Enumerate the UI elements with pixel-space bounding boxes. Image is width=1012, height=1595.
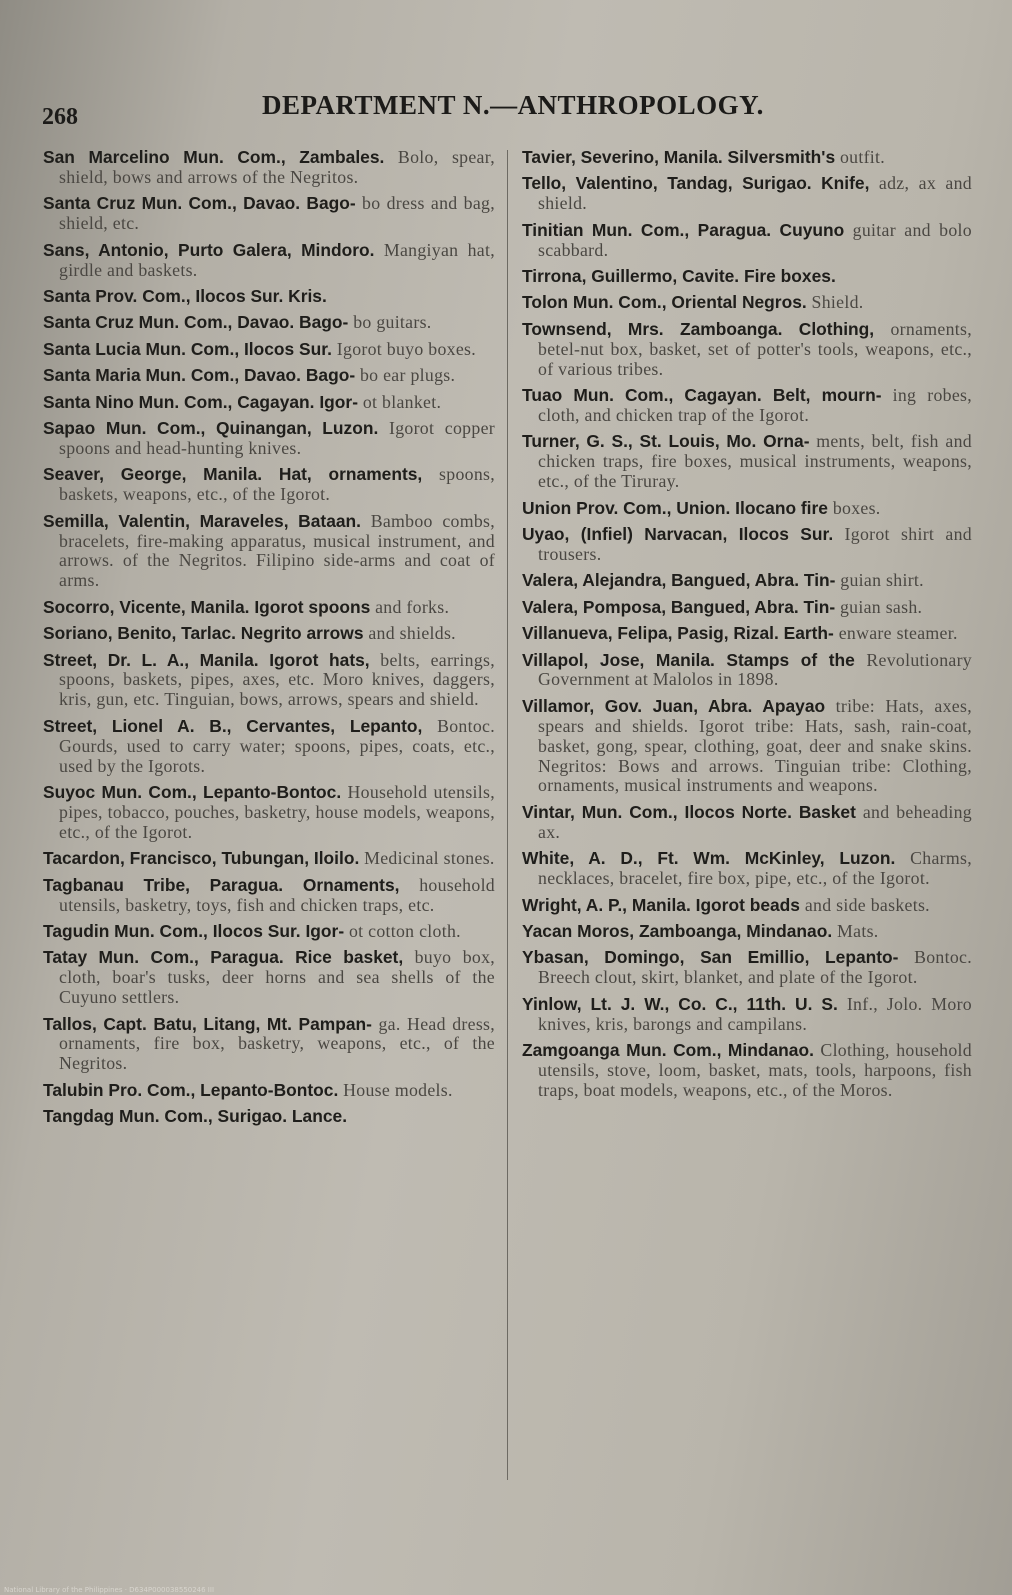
entry-description: belts, earrings, spoons, baskets, pipes, axes, etc. Moro knives, daggers, kris, gun, etc. Tinguian, bows, arrows, spears and shield. bbox=[59, 649, 495, 710]
list-item bbox=[43, 512, 495, 592]
entry-description: household utensils, basketry, toys, fish and chicken traps, etc. bbox=[59, 874, 495, 915]
entry-description: and shields. bbox=[368, 623, 456, 644]
entry-name: Union Prov. Com., Union. Ilocano fire bbox=[522, 497, 828, 518]
entry-name: Tuao Mun. Com., Cagayan. Belt, mourn- bbox=[522, 385, 882, 406]
list-item bbox=[43, 148, 495, 188]
list-item bbox=[43, 366, 495, 386]
entry-description: guian sash. bbox=[839, 596, 923, 617]
list-item bbox=[522, 571, 972, 591]
entry-description: Mats. bbox=[837, 920, 879, 941]
entry-description: Charms, necklaces, bracelet, fire box, pipe, etc., of the Igorot. bbox=[538, 848, 972, 889]
list-item bbox=[522, 499, 972, 519]
list-item bbox=[43, 313, 495, 333]
list-item bbox=[43, 340, 495, 360]
entry-name: Santa Maria Mun. Com., Davao. Bago- bbox=[43, 365, 356, 386]
entry-description: Inf., Jolo. Moro knives, kris, barongs and campilans. bbox=[538, 993, 972, 1034]
list-item bbox=[43, 194, 495, 234]
entry-description: Medicinal stones. bbox=[364, 848, 495, 869]
entry-name: Sapao Mun. Com., Quinangan, Luzon. bbox=[43, 417, 379, 438]
right-column bbox=[522, 148, 972, 1107]
list-item bbox=[522, 1041, 972, 1101]
list-item bbox=[43, 876, 495, 916]
entry-name: Yinlow, Lt. J. W., Co. C., 11th. U. S. bbox=[522, 993, 838, 1014]
entry-name: Turner, G. S., St. Louis, Mo. Orna- bbox=[522, 431, 810, 452]
entry-name: Valera, Pomposa, Bangued, Abra. Tin- bbox=[522, 596, 836, 617]
entry-name: Tinitian Mun. Com., Paragua. Cuyuno bbox=[522, 219, 845, 240]
entry-description: Shield. bbox=[811, 292, 864, 313]
entry-name: Zamgoanga Mun. Com., Mindanao. bbox=[522, 1039, 814, 1060]
list-item bbox=[522, 293, 972, 313]
entry-description: enware steamer. bbox=[838, 623, 958, 644]
entry-description: ot cotton cloth. bbox=[348, 920, 461, 941]
entry-description: Igorot buyo boxes. bbox=[336, 338, 477, 359]
entry-description: ornaments, betel-nut box, basket, set of potter's tools, weapons, etc., of various tribes. bbox=[538, 318, 972, 379]
entry-description: spoons, baskets, weapons, etc., of the Igorot. bbox=[59, 464, 495, 505]
list-item bbox=[43, 624, 495, 644]
list-item bbox=[43, 419, 495, 459]
list-item bbox=[43, 393, 495, 413]
entry-description: House models. bbox=[343, 1079, 453, 1100]
entry-description: and beheading ax. bbox=[538, 801, 972, 842]
left-column bbox=[43, 148, 495, 1134]
list-item bbox=[522, 525, 972, 565]
list-item bbox=[522, 386, 972, 426]
entry-name: White, A. D., Ft. Wm. McKinley, Luzon. bbox=[522, 848, 896, 869]
entry-description: adz, ax and shield. bbox=[538, 173, 972, 214]
list-item bbox=[522, 598, 972, 618]
entry-name: Tirrona, Guillermo, Cavite. Fire boxes. bbox=[522, 266, 836, 287]
entry-description: Revolutionary Government at Malolos in 1898. bbox=[538, 649, 972, 690]
entry-description: Bolo, spear, shield, bows and arrows of the Negritos. bbox=[59, 147, 495, 187]
entry-name: Street, Lionel A. B., Cervantes, Lepanto, bbox=[43, 715, 423, 736]
entry-name: Tolon Mun. Com., Oriental Negros. bbox=[522, 292, 807, 313]
entry-name: Santa Cruz Mun. Com., Davao. Bago- bbox=[43, 312, 349, 333]
list-item bbox=[43, 1107, 495, 1127]
entry-name: Sans, Antonio, Purto Galera, Mindoro. bbox=[43, 239, 375, 260]
entry-name: Valera, Alejandra, Bangued, Abra. Tin- bbox=[522, 570, 836, 591]
entry-description: guitar and bolo scabbard. bbox=[538, 219, 972, 260]
entry-description: Bontoc. Gourds, used to carry water; spoons, pipes, coats, etc., used by the Igorots. bbox=[59, 715, 495, 776]
entry-name: Santa Cruz Mun. Com., Davao. Bago- bbox=[43, 193, 356, 214]
list-item bbox=[522, 432, 972, 492]
entry-name: Tagbanau Tribe, Paragua. Ornaments, bbox=[43, 874, 400, 895]
list-item bbox=[43, 241, 495, 281]
entry-name: Tallos, Capt. Batu, Litang, Mt. Pampan- bbox=[43, 1013, 372, 1034]
list-item bbox=[43, 783, 495, 843]
entry-description: ot blanket. bbox=[362, 391, 442, 412]
entry-name: Uyao, (Infiel) Narvacan, Ilocos Sur. bbox=[522, 524, 834, 544]
entry-name: Suyoc Mun. Com., Lepanto-Bontoc. bbox=[43, 781, 342, 802]
list-item bbox=[522, 651, 972, 691]
entry-description: Household utensils, pipes, tobacco, pouches, basketry, house models, weapons, etc., of the Igorot. bbox=[59, 781, 495, 842]
entry-name: Villanueva, Felipa, Pasig, Rizal. Earth- bbox=[522, 623, 834, 644]
entry-description: guian shirt. bbox=[840, 570, 924, 591]
entry-description: Bontoc. Breech clout, skirt, blanket, and plate of the Igorot. bbox=[538, 947, 972, 988]
entry-description: ments, belt, fish and chicken traps, fire boxes, musical instruments, weapons, etc., of the Tiruray. bbox=[538, 431, 972, 492]
list-item bbox=[522, 697, 972, 797]
entry-name: Tacardon, Francisco, Tubungan, Iloilo. bbox=[43, 848, 360, 869]
entry-name: Seaver, George, Manila. Hat, ornaments, bbox=[43, 464, 423, 485]
entry-description: and forks. bbox=[375, 596, 450, 617]
entry-name: Street, Dr. L. A., Manila. Igorot hats, bbox=[43, 649, 370, 670]
entry-name: Soriano, Benito, Tarlac. Negrito arrows bbox=[43, 623, 364, 644]
list-item bbox=[522, 267, 972, 287]
entry-name: Tagudin Mun. Com., Ilocos Sur. Igor- bbox=[43, 920, 345, 941]
list-item bbox=[43, 465, 495, 505]
entry-name: Tatay Mun. Com., Paragua. Rice basket, bbox=[43, 947, 404, 968]
list-item bbox=[522, 221, 972, 261]
entry-description: Mangiyan hat, girdle and baskets. bbox=[59, 239, 495, 280]
entry-name: Villapol, Jose, Manila. Stamps of the bbox=[522, 649, 855, 670]
entry-name: Santa Prov. Com., Ilocos Sur. Kris. bbox=[43, 285, 327, 306]
footer-credit: National Library of the Philippines · D634P000038550246 III bbox=[4, 1586, 215, 1594]
entry-description: ing robes, cloth, and chicken trap of the Igorot. bbox=[538, 385, 972, 425]
list-item bbox=[43, 948, 495, 1008]
list-item bbox=[522, 995, 972, 1035]
entry-description: Bamboo combs, bracelets, fire-making apparatus, musical instrument, and arrows. of the Negritos. Filipino side-arms and coat of arms. bbox=[59, 510, 495, 591]
entry-name: Santa Nino Mun. Com., Cagayan. Igor- bbox=[43, 391, 358, 412]
page-number: 268 bbox=[42, 104, 78, 130]
entry-description: Igorot copper spoons and head-hunting knives. bbox=[59, 417, 495, 458]
list-item bbox=[43, 598, 495, 618]
list-item bbox=[43, 717, 495, 777]
entry-name: Tavier, Severino, Manila. Silversmith's bbox=[522, 147, 836, 167]
entry-name: San Marcelino Mun. Com., Zambales. bbox=[43, 147, 385, 167]
list-item bbox=[43, 1015, 495, 1075]
list-item bbox=[43, 651, 495, 711]
entry-name: Ybasan, Domingo, San Emillio, Lepanto- bbox=[522, 947, 899, 968]
list-item bbox=[522, 174, 972, 214]
entry-description: and side baskets. bbox=[804, 894, 930, 915]
entry-name: Socorro, Vicente, Manila. Igorot spoons bbox=[43, 596, 371, 617]
entry-description: bo guitars. bbox=[353, 312, 432, 333]
entry-description: buyo box, cloth, boar's tusks, deer horns and sea shells of the Cuyuno settlers. bbox=[59, 947, 496, 1008]
entry-name: Semilla, Valentin, Maraveles, Bataan. bbox=[43, 510, 362, 531]
entry-description: tribe: Hats, axes, spears and shields. Igorot tribe: Hats, sash, rain-coat, basket, gong, spear, clothing, goat, deer and snake skins. Negritos: Bows and arrows. Tinguian tribe: Clothing, ornaments, musical instruments and weapons. bbox=[538, 695, 972, 796]
list-item bbox=[522, 148, 972, 168]
list-item bbox=[522, 803, 972, 843]
list-item bbox=[43, 287, 495, 307]
list-item bbox=[43, 849, 495, 869]
list-item bbox=[522, 849, 972, 889]
entry-name: Tangdag Mun. Com., Surigao. Lance. bbox=[43, 1106, 348, 1127]
list-item bbox=[522, 896, 972, 916]
list-item bbox=[522, 320, 972, 380]
list-item bbox=[43, 922, 495, 942]
entry-name: Villamor, Gov. Juan, Abra. Apayao bbox=[522, 695, 826, 716]
entry-name: Yacan Moros, Zamboanga, Mindanao. bbox=[522, 920, 833, 941]
list-item bbox=[522, 948, 972, 988]
list-item bbox=[522, 624, 972, 644]
entry-name: Talubin Pro. Com., Lepanto-Bontoc. bbox=[43, 1079, 339, 1100]
entry-name: Tello, Valentino, Tandag, Surigao. Knife, bbox=[522, 173, 870, 194]
entry-description: outfit. bbox=[839, 147, 886, 167]
entry-description: ga. Head dress, ornaments, fire box, basketry, weapons, etc., of the Negritos. bbox=[59, 1013, 496, 1074]
entry-name: Santa Lucia Mun. Com., Ilocos Sur. bbox=[43, 338, 332, 359]
page-title: DEPARTMENT N.—ANTHROPOLOGY. bbox=[262, 90, 764, 120]
entry-description: boxes. bbox=[832, 497, 881, 518]
list-item bbox=[522, 922, 972, 942]
entry-description: bo ear plugs. bbox=[359, 365, 456, 386]
entry-description: Clothing, household utensils, stove, loom, basket, mats, tools, harpoons, fish traps, boat models, weapons, etc., of the Moros. bbox=[538, 1039, 972, 1100]
column-divider bbox=[507, 150, 508, 1480]
entry-description: bo dress and bag, shield, etc. bbox=[59, 193, 495, 234]
entry-description: Igorot shirt and trousers. bbox=[538, 524, 972, 564]
list-item bbox=[43, 1081, 495, 1101]
entry-name: Vintar, Mun. Com., Ilocos Norte. Basket bbox=[522, 801, 856, 822]
entry-name: Wright, A. P., Manila. Igorot beads bbox=[522, 894, 800, 915]
entry-name: Townsend, Mrs. Zamboanga. Clothing, bbox=[522, 318, 875, 339]
